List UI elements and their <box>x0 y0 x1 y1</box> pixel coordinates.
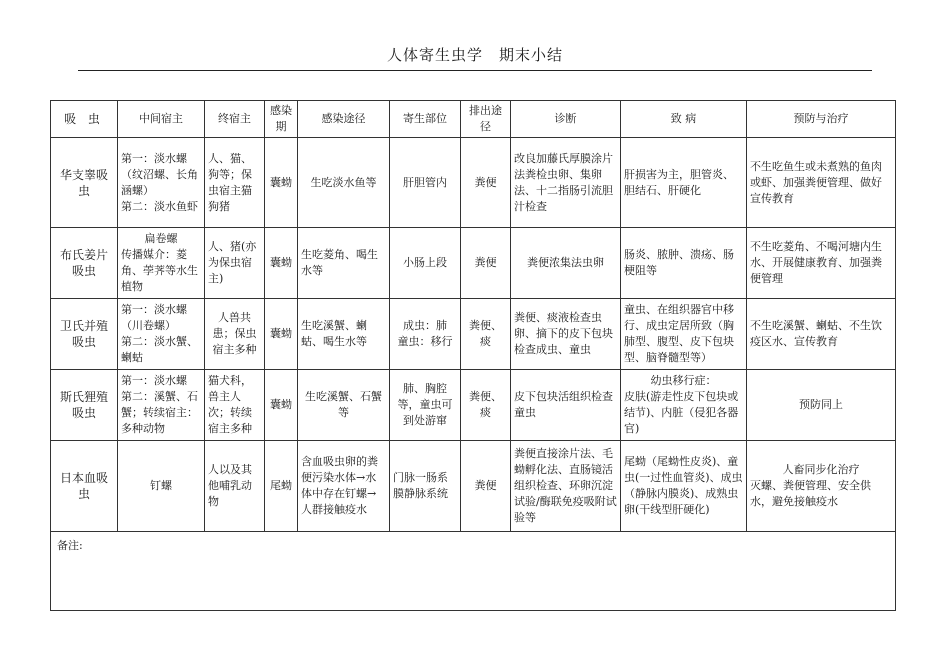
prevention-cell: 人畜同步化治疗 灭螺、粪便管理、安全供水，避免接触疫水 <box>747 441 896 532</box>
notes-row <box>51 532 896 611</box>
excretion-route-cell: 粪便、痰 <box>461 299 511 370</box>
infection-route-cell: 生吃淡水鱼等 <box>298 138 390 228</box>
infection-route-cell: 生吃菱角、喝生水等 <box>298 228 390 299</box>
infective-stage-cell: 尾蚴 <box>265 441 298 532</box>
excretion-route-cell: 粪便、痰 <box>461 370 511 441</box>
parasitic-site-cell: 成虫：肺 童虫：移行 <box>390 299 461 370</box>
intermediate-host-cell: 扁卷螺 传播媒介：菱角、荸荠等水生植物 <box>118 228 205 299</box>
fluke-name: 卫氏并殖 吸虫 <box>51 299 118 370</box>
header-definitive-host: 终宿主 <box>205 101 265 138</box>
diagnosis-cell: 改良加藤氏厚膜涂片法粪检虫卵、集卵法、十二指肠引流胆汁检查 <box>511 138 621 228</box>
fluke-name: 布氏姜片 吸虫 <box>51 228 118 299</box>
table-row <box>51 299 896 370</box>
pathogenesis-cell: 尾蚴（尾蚴性皮炎)、童虫(一过性血管炎)、成虫（静脉内膜炎)、成熟虫卵(干线型肝硬化) <box>621 441 747 532</box>
summary-table <box>50 100 896 611</box>
pathogenesis-cell: 肠炎、脓肿、溃疡、肠梗阻等 <box>621 228 747 299</box>
definitive-host-cell: 人以及其他哺乳动物 <box>205 441 265 532</box>
notes-cell: 备注: <box>51 532 896 611</box>
intermediate-host-cell: 钉螺 <box>118 441 205 532</box>
header-parasitic-site: 寄生部位 <box>390 101 461 138</box>
excretion-route-cell: 粪便 <box>461 228 511 299</box>
parasitic-site-cell: 小肠上段 <box>390 228 461 299</box>
table-row <box>51 370 896 441</box>
header-diagnosis: 诊断 <box>511 101 621 138</box>
pathogenesis-cell: 肝损害为主，胆管炎、胆结石、肝硬化 <box>621 138 747 228</box>
table-row <box>51 228 896 299</box>
diagnosis-cell: 粪便、痰液检查虫卵、摘下的皮下包块检查成虫、童虫 <box>511 299 621 370</box>
intermediate-host-cell: 第一：淡水螺（川卷螺） 第二：淡水蟹、蝲蛄 <box>118 299 205 370</box>
infection-route-cell: 生吃溪蟹、蝲蛄、喝生水等 <box>298 299 390 370</box>
infection-route-cell: 生吃溪蟹、石蟹等 <box>298 370 390 441</box>
prevention-cell: 不生吃鱼生或未煮熟的鱼肉或虾、加强粪便管理、做好宣传教育 <box>747 138 896 228</box>
fluke-name: 斯氏狸殖 吸虫 <box>51 370 118 441</box>
fluke-name: 日本血吸 虫 <box>51 441 118 532</box>
definitive-host-cell: 猫犬科，兽主人次；转续宿主多种 <box>205 370 265 441</box>
header-excretion-route: 排出途径 <box>461 101 511 138</box>
infective-stage-cell: 囊蚴 <box>265 138 298 228</box>
infective-stage-cell: 囊蚴 <box>265 228 298 299</box>
header-row <box>51 101 896 138</box>
parasitic-site-cell: 肝胆管内 <box>390 138 461 228</box>
diagnosis-cell: 粪便直接涂片法、毛蚴孵化法、直肠镜活组织检查、环卵沉淀试验/酶联免疫吸附试验等 <box>511 441 621 532</box>
pathogenesis-cell: 童虫、在组织器官中移行、成虫定居所致（胸肺型、腹型、皮下包块型、脑脊髓型等） <box>621 299 747 370</box>
pathogenesis-cell: 幼虫移行症： 皮肤(游走性皮下包块或结节)、内脏（侵犯各器官) <box>621 370 747 441</box>
prevention-cell: 不生吃溪蟹、蝲蛄、不生饮疫区水、宣传教育 <box>747 299 896 370</box>
infective-stage-cell: 囊蚴 <box>265 370 298 441</box>
header-prevention: 预防与治疗 <box>747 101 896 138</box>
diagnosis-cell: 粪便浓集法虫卵 <box>511 228 621 299</box>
excretion-route-cell: 粪便 <box>461 441 511 532</box>
infective-stage-cell: 囊蚴 <box>265 299 298 370</box>
fluke-name: 华支睾吸 虫 <box>51 138 118 228</box>
definitive-host-cell: 人兽共患；保虫宿主多种 <box>205 299 265 370</box>
title-rule <box>78 70 872 71</box>
parasitic-site-cell: 门脉一肠系膜静脉系统 <box>390 441 461 532</box>
infection-route-cell: 含血吸虫卵的粪便污染水体→水体中存在钉螺→人群接触疫水 <box>298 441 390 532</box>
header-fluke: 吸 虫 <box>51 101 118 138</box>
intermediate-host-cell: 第一：淡水螺（纹沼螺、长角涵螺） 第二：淡水鱼虾 <box>118 138 205 228</box>
prevention-cell: 不生吃菱角、不喝河塘内生水、开展健康教育、加强粪便管理 <box>747 228 896 299</box>
table-row <box>51 138 896 228</box>
prevention-cell: 预防同上 <box>747 370 896 441</box>
definitive-host-cell: 人、猪(亦为保虫宿主) <box>205 228 265 299</box>
header-pathogenesis: 致 病 <box>621 101 747 138</box>
header-intermediate-host: 中间宿主 <box>118 101 205 138</box>
page-title: 人体寄生虫学 期末小结 <box>386 46 563 64</box>
definitive-host-cell: 人、猫、狗等；保虫宿主猫狗猪 <box>205 138 265 228</box>
excretion-route-cell: 粪便 <box>461 138 511 228</box>
diagnosis-cell: 皮下包块活组织检查童虫 <box>511 370 621 441</box>
intermediate-host-cell: 第一：淡水螺 第二：溪蟹、石蟹；转续宿主：多种动物 <box>118 370 205 441</box>
header-infective-stage: 感染期 <box>265 101 298 138</box>
parasitic-site-cell: 肺、胸腔等，童虫可到处游窜 <box>390 370 461 441</box>
header-infection-route: 感染途径 <box>298 101 390 138</box>
table-row <box>51 441 896 532</box>
